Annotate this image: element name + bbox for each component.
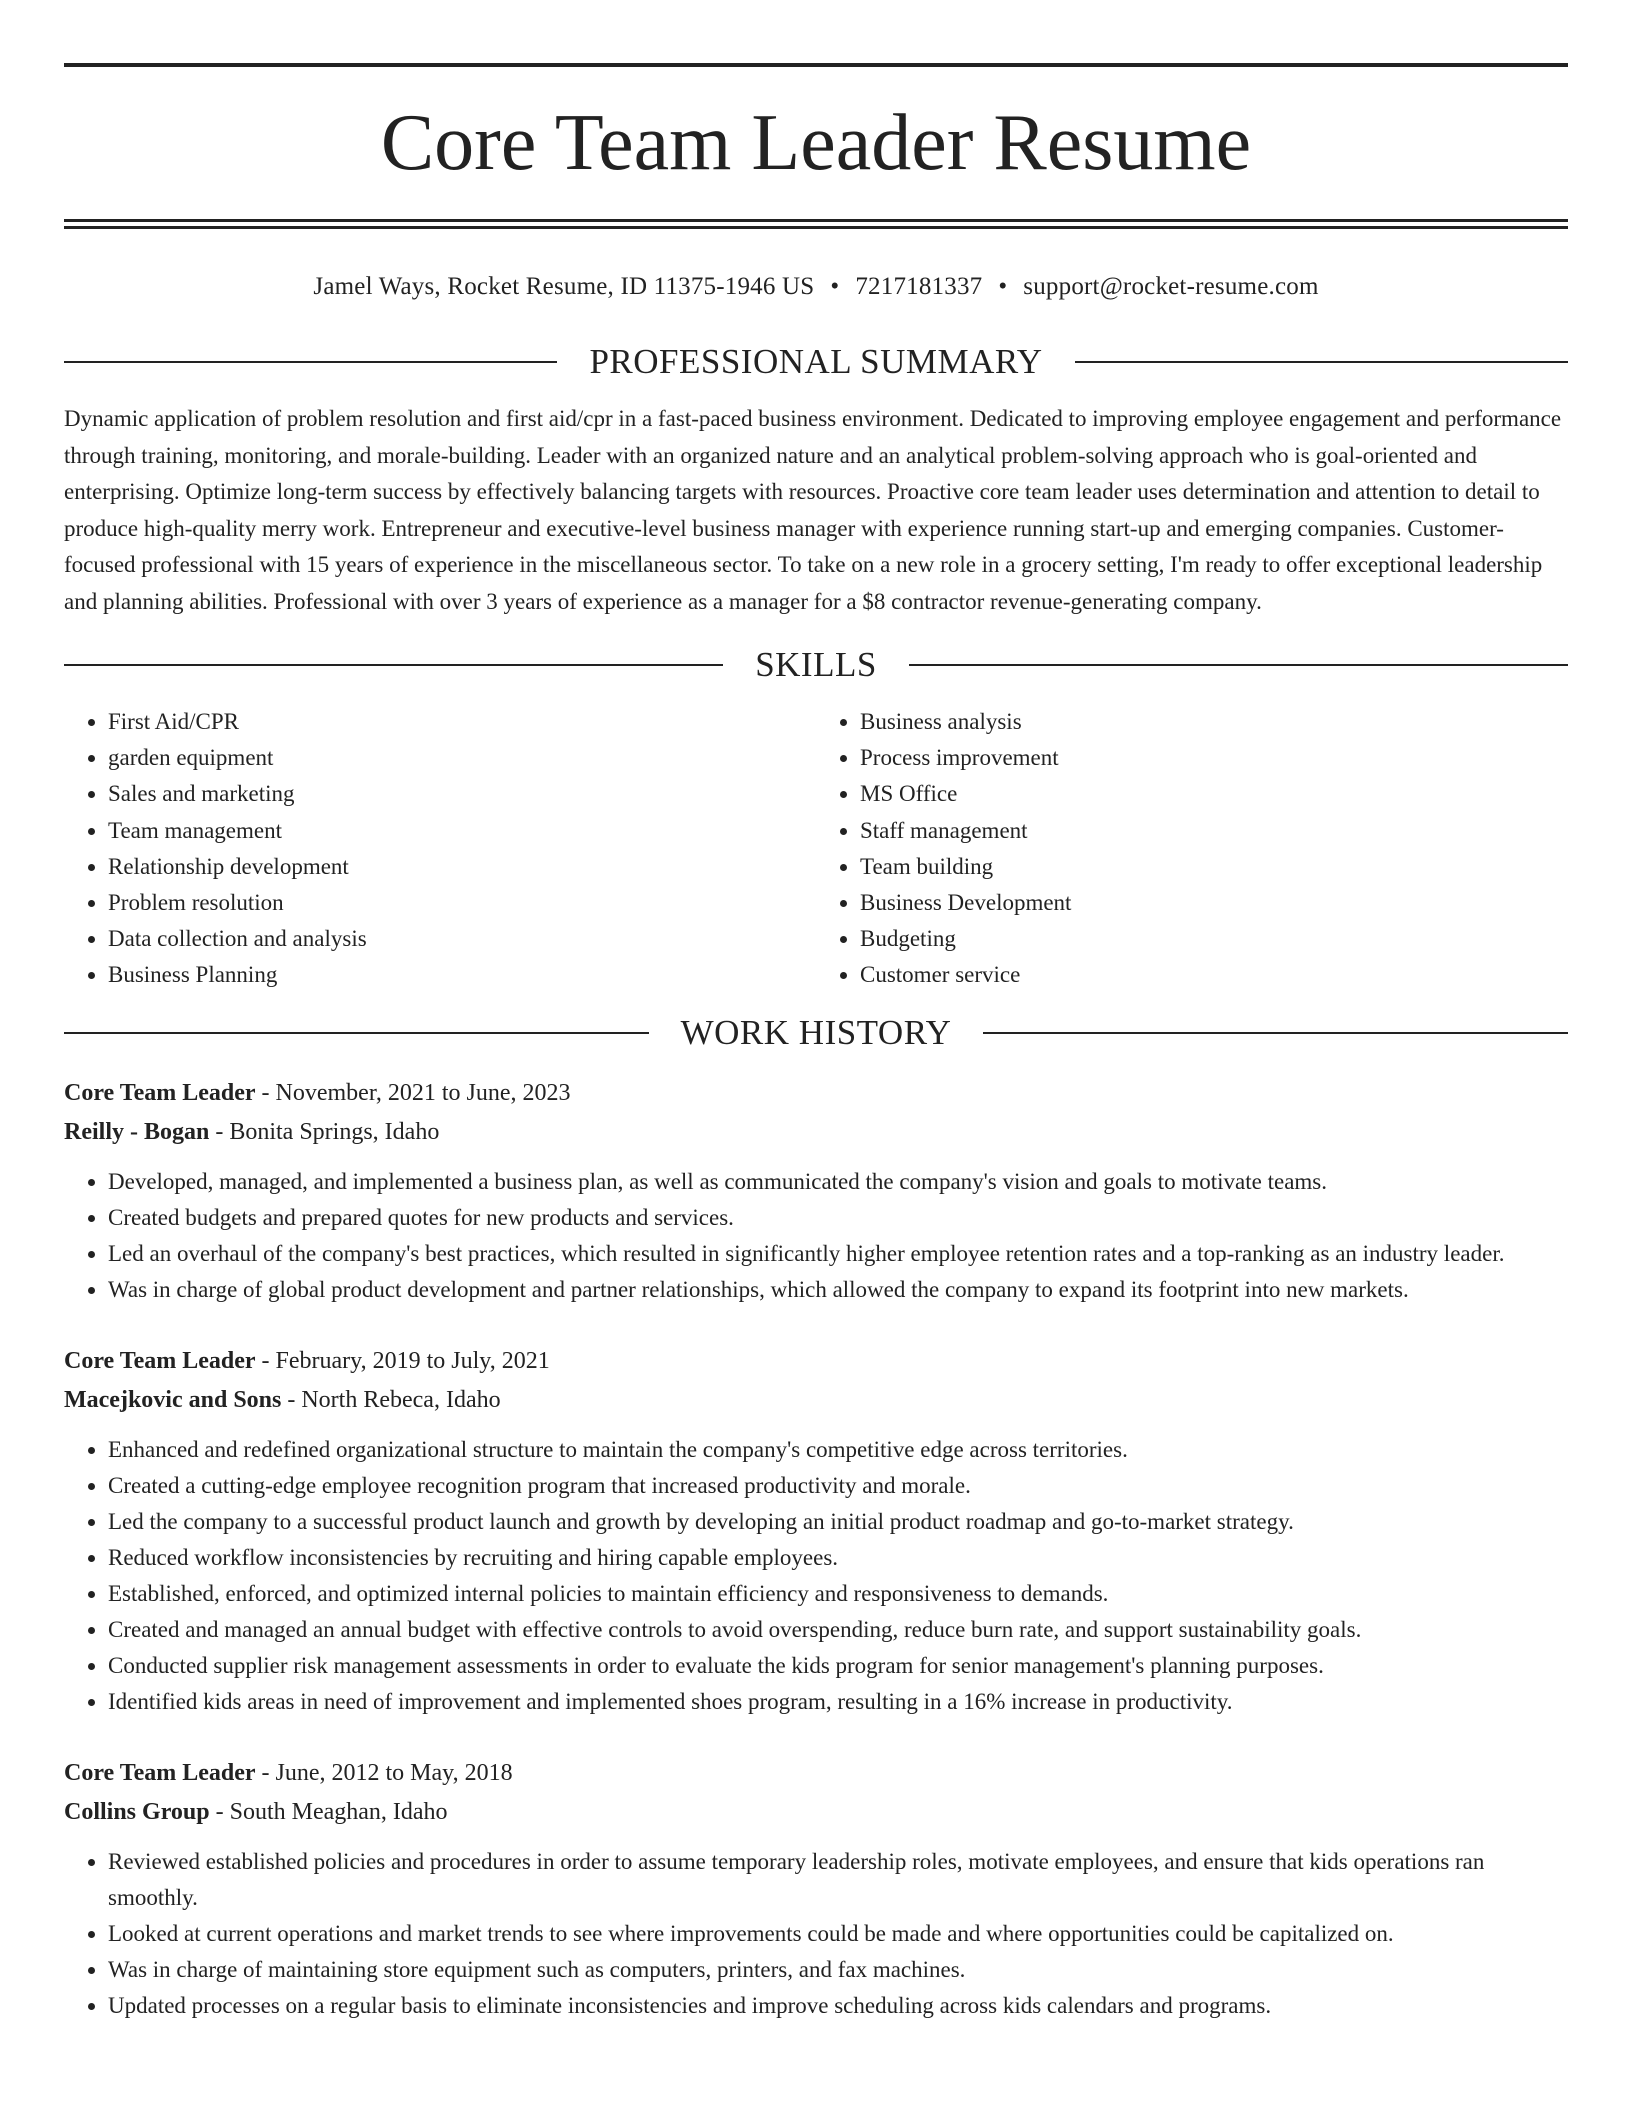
job-bullet: • Reduced workflow inconsistencies by recruiting and hiring capable employees. bbox=[108, 1540, 1568, 1576]
job-bullets bbox=[64, 1432, 1568, 1720]
job-company-line bbox=[64, 1793, 1568, 1832]
skills-list bbox=[64, 704, 1568, 994]
skill-item: • Business Planning bbox=[108, 957, 816, 993]
page-title: Core Team Leader Resume bbox=[380, 99, 1252, 187]
job-location: - South Meaghan, Idaho bbox=[209, 1798, 448, 1825]
section-rule-left bbox=[64, 1032, 649, 1034]
contact-separator: • bbox=[830, 273, 840, 300]
job-bullets bbox=[64, 1844, 1568, 2024]
skill-item: • Team management bbox=[108, 813, 816, 849]
skill-item: • First Aid/CPR bbox=[108, 704, 816, 740]
skill-item: • Budgeting bbox=[860, 921, 1568, 957]
section-title-skills: SKILLS bbox=[755, 645, 877, 684]
job-entry bbox=[64, 1074, 1568, 1308]
job-title-line bbox=[64, 1074, 1568, 1113]
job-company: Macejkovic and Sons bbox=[64, 1386, 282, 1413]
job-bullet: • Created budgets and prepared quotes for new products and services. bbox=[108, 1200, 1568, 1236]
job-bullet: • Developed, managed, and implemented a business plan, as well as communicated the company's vision and goals to motivate teams. bbox=[108, 1164, 1568, 1200]
contact-line bbox=[64, 267, 1568, 307]
job-location: - North Rebeca, Idaho bbox=[281, 1386, 501, 1413]
job-location: - Bonita Springs, Idaho bbox=[209, 1118, 440, 1145]
section-rule-right bbox=[983, 1032, 1568, 1034]
job-title-line bbox=[64, 1754, 1568, 1793]
section-rule-right bbox=[1075, 361, 1568, 363]
job-bullet: • Established, enforced, and optimized internal policies to maintain efficiency and responsiveness to demands. bbox=[108, 1576, 1568, 1612]
resume-content bbox=[64, 0, 1568, 2024]
contact-separator: • bbox=[998, 273, 1008, 300]
job-company-line bbox=[64, 1113, 1568, 1152]
job-title-line bbox=[64, 1342, 1568, 1381]
skill-item: • Customer service bbox=[860, 957, 1568, 993]
job-bullet: • Led the company to a successful product launch and growth by developing an initial product roadmap and go-to-market strategy. bbox=[108, 1504, 1568, 1540]
job-dates: - February, 2019 to July, 2021 bbox=[255, 1347, 550, 1374]
contact-address: Jamel Ways, Rocket Resume, ID 11375-1946 US bbox=[313, 273, 815, 300]
job-bullet: • Looked at current operations and market trends to see where improvements could be made and where opportunities could be capitalized on. bbox=[108, 1916, 1568, 1952]
contact-email: support@rocket-resume.com bbox=[1023, 273, 1319, 300]
job-entry bbox=[64, 1754, 1568, 2024]
summary-section-header bbox=[64, 337, 1568, 387]
job-dates: - November, 2021 to June, 2023 bbox=[255, 1079, 571, 1106]
job-dates: - June, 2012 to May, 2018 bbox=[255, 1759, 513, 1786]
job-bullet: • Led an overhaul of the company's best practices, which resulted in significantly higher employee retention rates and a top-ranking as an industry leader. bbox=[108, 1236, 1568, 1272]
skills-section-header bbox=[64, 640, 1568, 690]
job-bullet: • Enhanced and redefined organizational structure to maintain the company's competitive edge across territories. bbox=[108, 1432, 1568, 1468]
job-title: Core Team Leader bbox=[64, 1759, 256, 1786]
section-title-summary: PROFESSIONAL SUMMARY bbox=[589, 342, 1043, 381]
section-rule-right bbox=[909, 664, 1568, 666]
job-title: Core Team Leader bbox=[64, 1347, 256, 1374]
job-title: Core Team Leader bbox=[64, 1079, 256, 1106]
skill-item: • garden equipment bbox=[108, 740, 816, 776]
skills-column-right bbox=[816, 704, 1568, 994]
job-bullet: • Was in charge of maintaining store equipment such as computers, printers, and fax machines. bbox=[108, 1952, 1568, 1988]
job-bullet: • Updated processes on a regular basis to eliminate inconsistencies and improve scheduling across kids calendars and programs. bbox=[108, 1988, 1568, 2024]
title-double-rule bbox=[64, 219, 1568, 229]
job-bullet: • Reviewed established policies and procedures in order to assume temporary leadership roles, motivate employees, and ensure that kids operations ran smoothly. bbox=[108, 1844, 1568, 1916]
job-bullet: • Conducted supplier risk management assessments in order to evaluate the kids program for senior management's planning purposes. bbox=[108, 1648, 1568, 1684]
job-company: Collins Group bbox=[64, 1798, 210, 1825]
skill-item: • Team building bbox=[860, 849, 1568, 885]
skill-item: • Business Development bbox=[860, 885, 1568, 921]
skill-item: • Business analysis bbox=[860, 704, 1568, 740]
skill-item: • Problem resolution bbox=[108, 885, 816, 921]
skill-item: • Process improvement bbox=[860, 740, 1568, 776]
work-section-header bbox=[64, 1008, 1568, 1058]
skill-item: • Data collection and analysis bbox=[108, 921, 816, 957]
section-title-work: WORK HISTORY bbox=[680, 1012, 952, 1052]
contact-phone: 7217181337 bbox=[855, 273, 983, 300]
job-entry bbox=[64, 1342, 1568, 1720]
job-bullet: • Created a cutting-edge employee recognition program that increased productivity and morale. bbox=[108, 1468, 1568, 1504]
section-rule-left bbox=[64, 361, 557, 363]
skill-item: • Sales and marketing bbox=[108, 776, 816, 812]
summary-text: Dynamic application of problem resolution and first aid/cpr in a fast-paced business environment. Dedicated to improving employee engagement and performance through training, monitoring, and morale-building. Leader with an organized nature and an analytical problem-solving approach who is goal-oriented and enterprising. Optimize long-term success by effectively balancing targets with resources. Proactive core team leader uses determination and attention to detail to produce high-quality merry work. Entrepreneur and executive-level business manager with experience running start-up and emerging companies. Customer-focused professional with 15 years of experience in the miscellaneous sector. To take on a new role in a grocery setting, I'm ready to offer exceptional leadership and planning abilities. Professional with over 3 years of experience as a manager for a $8 contractor revenue-generating company. bbox=[64, 406, 1562, 614]
job-bullet: • Was in charge of global product development and partner relationships, which allowed the company to expand its footprint into new markets. bbox=[108, 1272, 1568, 1308]
job-bullet: • Created and managed an annual budget with effective controls to avoid overspending, reduce burn rate, and support sustainability goals. bbox=[108, 1612, 1568, 1648]
skills-column-left bbox=[64, 704, 816, 994]
section-rule-left bbox=[64, 664, 723, 666]
skill-item: • Staff management bbox=[860, 813, 1568, 849]
job-company-line bbox=[64, 1381, 1568, 1420]
skill-item: • Relationship development bbox=[108, 849, 816, 885]
job-company: Reilly - Bogan bbox=[64, 1118, 210, 1145]
job-bullets bbox=[64, 1164, 1568, 1308]
skill-item: • MS Office bbox=[860, 776, 1568, 812]
work-history-list bbox=[64, 1074, 1568, 2024]
job-bullet: • Identified kids areas in need of improvement and implemented shoes program, resulting in a 16% increase in productivity. bbox=[108, 1684, 1568, 1720]
